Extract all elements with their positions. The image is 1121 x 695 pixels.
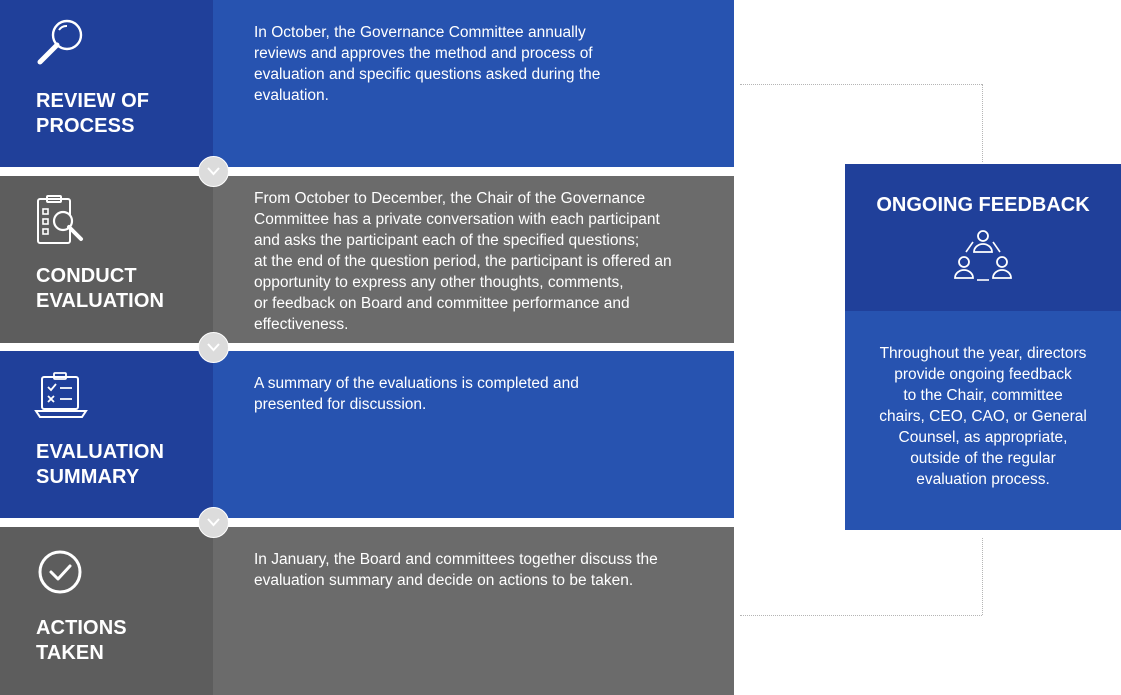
step-description: In January, the Board and committees together discuss the evaluation summary and decide on actions to be taken. bbox=[254, 551, 658, 589]
step-conduct-evaluation bbox=[0, 176, 734, 343]
connector-line-top bbox=[740, 84, 982, 85]
step-label-panel bbox=[0, 351, 213, 518]
step-label-panel bbox=[0, 527, 213, 695]
step-description-panel bbox=[213, 351, 734, 518]
clipboard-search-icon bbox=[34, 194, 88, 248]
step-description: From October to December, the Chair of the Governance Committee has a private conversation with each participant and asks the participant each of the specified questions; at the end of the question period, the participant is offered an opportunity to express any other thoughts, comments, or feedback on Board and committee performance and effectiveness. bbox=[254, 190, 672, 333]
step-title: ACTIONS TAKEN bbox=[36, 617, 127, 664]
check-circle-icon bbox=[34, 545, 88, 599]
ongoing-feedback-text: Throughout the year, directors provide ongoing feedback to the Chair, committee chairs, CEO, CAO, or General Counsel, as appropriate, outside of the regular evaluation process. bbox=[879, 345, 1087, 488]
step-description-panel bbox=[213, 176, 734, 343]
chevron-down-icon bbox=[198, 507, 229, 538]
step-description-panel bbox=[213, 527, 734, 695]
laptop-checklist-icon bbox=[34, 369, 88, 423]
chevron-down-icon bbox=[198, 156, 229, 187]
ongoing-feedback-header bbox=[845, 164, 1121, 311]
step-description: In October, the Governance Committee annually reviews and approves the method and process of evaluation and specific questions asked during the evaluation. bbox=[254, 24, 601, 104]
ongoing-feedback-body bbox=[845, 311, 1121, 530]
connector-line-bottom bbox=[740, 615, 982, 616]
step-evaluation-summary bbox=[0, 351, 734, 518]
step-review-of-process bbox=[0, 0, 734, 167]
step-label-panel bbox=[0, 176, 213, 343]
step-title: REVIEW OF PROCESS bbox=[36, 90, 150, 137]
step-description: A summary of the evaluations is completed and presented for discussion. bbox=[254, 375, 579, 413]
magnifier-icon bbox=[34, 16, 88, 70]
connector-line-top-vertical bbox=[982, 84, 983, 162]
connector-line-bottom-vertical bbox=[982, 538, 983, 615]
step-title: CONDUCT EVALUATION bbox=[36, 265, 165, 312]
step-title: EVALUATION SUMMARY bbox=[36, 441, 165, 488]
step-actions-taken bbox=[0, 527, 734, 695]
ongoing-feedback-title: ONGOING FEEDBACK bbox=[876, 194, 1090, 216]
step-description-panel bbox=[213, 0, 734, 167]
chevron-down-icon bbox=[198, 332, 229, 363]
step-label-panel bbox=[0, 0, 213, 167]
people-network-icon bbox=[953, 228, 1013, 284]
